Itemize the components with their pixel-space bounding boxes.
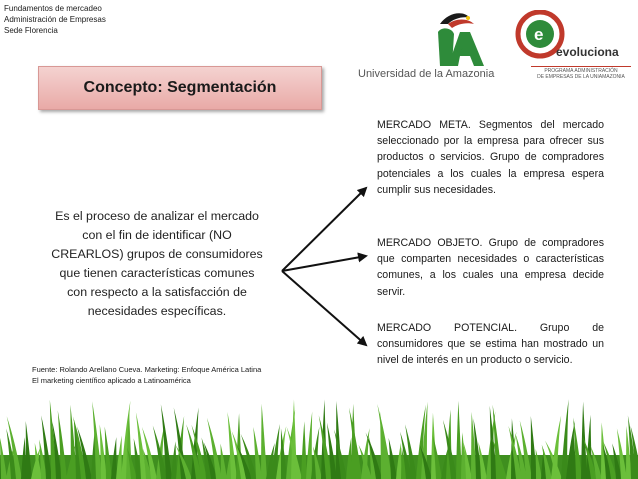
evoluciona-word: evoluciona	[556, 45, 619, 59]
grass-blade	[261, 404, 267, 479]
university-mark: UA	[456, 48, 465, 54]
concept-title: Concepto: Segmentación	[83, 79, 277, 96]
mercado-meta-text: MERCADO META. Segmentos del mercado seleccionado por la empresa para ofrecer sus productos o servicios. Grupo de compradores potenciales a los cuales la empresa espera cumplir sus necesidades.	[377, 119, 604, 196]
grass-blade	[456, 401, 462, 479]
arrow-to-mercado-potencial	[282, 271, 366, 345]
program-tagline-line1: PROGRAMA ADMINISTRACIÓN	[531, 66, 631, 74]
campus-name: Sede Florencia	[4, 26, 58, 35]
source-line-2: El marketing científico aplicado a Latinoamérica	[32, 376, 191, 385]
program-name: Administración de Empresas	[4, 15, 106, 24]
grass-blade	[306, 411, 312, 479]
grass-decoration	[0, 395, 638, 479]
program-tagline-line2: DE EMPRESAS DE LA UNIAMAZONIA	[537, 74, 625, 80]
source-line-1: Fuente: Rolando Arellano Cueva. Marketing: Enfoque América Latina	[32, 365, 262, 374]
grass-blade	[301, 421, 307, 479]
grass-blade	[26, 421, 32, 479]
mercado-potencial-text: MERCADO POTENCIAL. Grupo de consumidores que se estima han mostrado un nivel de interés en un producto o servicio.	[377, 322, 604, 367]
segmentation-definition: Es el proceso de analizar el mercado con el fin de identificar (NO CREARLOS) grupos de consumidores que tienen características comunes con respecto a la satisfacción de necesidades específicas.	[51, 209, 263, 318]
evoluciona-letter: e	[534, 25, 544, 44]
university-name: Universidad de la Amazonia	[358, 68, 495, 80]
mercado-objeto-text: MERCADO OBJETO. Grupo de compradores que comparten necesidades o características comunes, a los cuales una empresa decide servir.	[377, 237, 604, 298]
course-name: Fundamentos de mercadeo	[4, 4, 102, 13]
